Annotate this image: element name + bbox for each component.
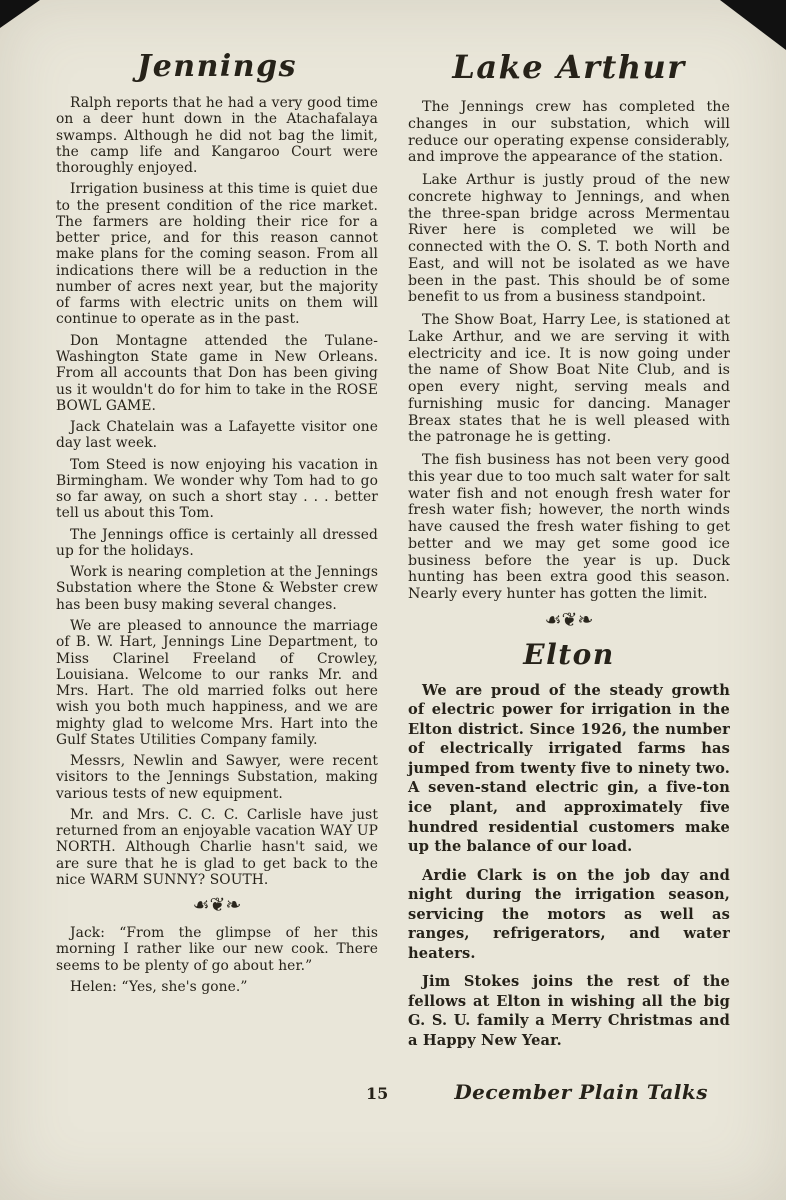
lake-arthur-paragraph-4: The fish business has not been very good this year due to too much salt water for salt water fish and not enough fresh water for fresh water fish; however, the north winds have caused the fresh water fishing to get better and we may get some good ice business before the year is up. Duck hunting has been extra good this season. Nearly every hunter has gotten the limit. xyxy=(408,452,730,603)
fleuron-ornament-icon: ☙❦❧ xyxy=(192,894,242,917)
jennings-paragraph-2: Irrigation business at this time is quiet due to the present condition of the rice market. The farmers are holding their rice for a better price, and for this reason cannot make plans for the coming season. From all indications there will be a reduction in the number of acres next year, but the majority of farms with electric units on them will continue to operate as in the past. xyxy=(56,181,378,328)
jennings-paragraph-9: Messrs, Newlin and Sawyer, were recent visitors to the Jennings Substation, making various tests of new equipment. xyxy=(56,753,378,802)
joke-line-jack: Jack: “From the glimpse of her this morning I rather like our new cook. There seems to be plenty of go about her.” xyxy=(56,925,378,974)
elton-paragraph-3: Jim Stokes joins the rest of the fellows at Elton in wishing all the big G. S. U. family a Merry Christmas and a Happy New Year. xyxy=(408,973,730,1050)
section-title-elton: Elton xyxy=(523,637,615,671)
jennings-paragraph-7: Work is nearing completion at the Jennings Substation where the Stone & Webster crew has been busy making several changes. xyxy=(56,564,378,613)
lake-arthur-paragraph-2: Lake Arthur is justly proud of the new concrete highway to Jennings, and when the three-span bridge across Mermentau River here is completed we will be connected with the O. S. T. both North and East, and will not be isolated as we have been in the past. This should be of some benefit to us from a business standpoint. xyxy=(408,172,730,306)
lake-arthur-paragraph-3: The Show Boat, Harry Lee, is stationed at Lake Arthur, and we are serving it with electricity and ice. It is now going under the name of Show Boat Nite Club, and is open every night, serving meals and furnishing music for dancing. Manager Breax states that he is well pleased with the patronage he is getting. xyxy=(408,312,730,446)
column-lake-arthur-elton xyxy=(408,50,730,1060)
jennings-paragraph-1: Ralph reports that he had a very good time on a deer hunt down in the Atachafalaya swamps. Although he did not bag the limit, the camp life and Kangaroo Court were thoroughly enjoyed. xyxy=(56,95,378,177)
jennings-paragraph-5: Tom Steed is now enjoying his vacation in Birmingham. We wonder why Tom had to go so far away, on such a short stay . . . better tell us about this Tom. xyxy=(56,456,378,522)
page-footer xyxy=(56,1080,730,1110)
column-jennings xyxy=(56,50,378,1060)
elton-paragraph-2: Ardie Clark is on the job day and night during the irrigation season, servicing the motors as well as ranges, refrigerators, and water heaters. xyxy=(408,866,730,962)
jennings-paragraph-4: Jack Chatelain was a Lafayette visitor one day last week. xyxy=(56,419,378,452)
page-number: 15 xyxy=(366,1084,389,1103)
jennings-paragraph-8: We are pleased to announce the marriage of B. W. Hart, Jennings Line Department, to Miss Clarinel Freeland of Crowley, Louisiana. Welcome to our ranks Mr. and Mrs. Hart. The old married folks out here wish you both much happiness, and we are mighty glad to welcome Mrs. Hart into the Gulf States Utilities Company family. xyxy=(56,617,378,748)
fleuron-ornament-icon: ☙❦❧ xyxy=(544,608,594,631)
lake-arthur-paragraph-1: The Jennings crew has completed the changes in our substation, which will reduce our operating expense considerably, and improve the appearance of the station. xyxy=(408,99,730,166)
jennings-paragraph-10: Mr. and Mrs. C. C. C. Carlisle have just returned from an enjoyable vacation WAY UP NORTH. Although Charlie hasn't said, we are sure that he is glad to get back to the nice WARM SUNNY? SOUTH. xyxy=(56,806,378,888)
publication-title: December Plain Talks xyxy=(454,1080,708,1104)
section-title-lake-arthur: Lake Arthur xyxy=(452,48,686,86)
jennings-paragraph-6: The Jennings office is certainly all dressed up for the holidays. xyxy=(56,526,378,559)
section-title-jennings: Jennings xyxy=(137,49,297,84)
jennings-paragraph-3: Don Montagne attended the Tulane-Washington State game in New Orleans. From all accounts that Don has been giving us it wouldn't do for him to take in the ROSE BOWL GAME. xyxy=(56,332,378,414)
joke-line-helen: Helen: “Yes, she's gone.” xyxy=(70,979,248,996)
elton-paragraph-1: We are proud of the steady growth of electric power for irrigation in the Elton district. Since 1926, the number of electrically irrigated farms has jumped from twenty five to ninety two. A seven-stand electric gin, a five-ton ice plant, and approximately five hundred residential customers make up the balance of our load. xyxy=(408,681,730,856)
